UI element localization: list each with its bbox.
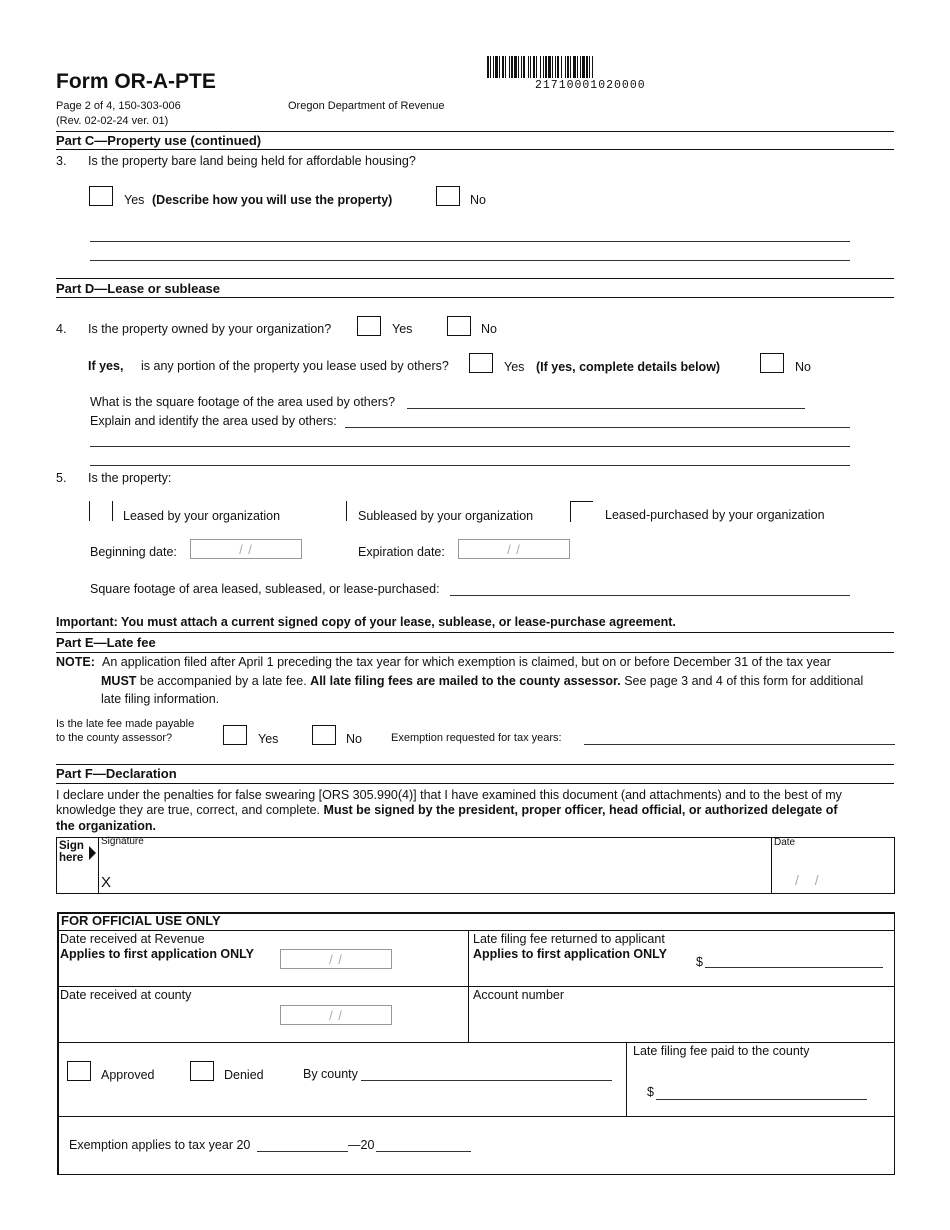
- q3-no-label: No: [470, 193, 486, 207]
- q4b-if-yes: If yes,: [88, 359, 124, 373]
- rec-revenue-label: Date received at Revenue: [60, 932, 205, 946]
- q4-yes-label: Yes: [392, 322, 413, 336]
- exemption-applies-label: Exemption applies to tax year 20: [69, 1138, 251, 1152]
- late-paid-label: Late filing fee paid to the county: [633, 1044, 810, 1058]
- expiration-date-field[interactable]: / /: [458, 539, 570, 559]
- subleased-label: Subleased by your organization: [358, 509, 534, 523]
- divider: [57, 1042, 894, 1043]
- sqft-leased-label: Square footage of area leased, subleased, or lease-purchased:: [90, 582, 440, 596]
- late-returned-dollar: $: [696, 955, 703, 969]
- note-line-1: An application filed after April 1 preceding the tax year for which exemption is claimed, but on or before December 31 of the tax year: [102, 655, 831, 669]
- explain-field[interactable]: [345, 427, 850, 428]
- payable-no-checkbox[interactable]: [312, 725, 336, 745]
- signature-label: Signature: [101, 836, 144, 847]
- divider: [771, 837, 772, 893]
- note-line-2c: See page 3 and 4 of this form for additional: [624, 674, 864, 688]
- account-number-label: Account number: [473, 988, 565, 1002]
- barcode-number: 21710001020000: [535, 79, 646, 92]
- q3-yes-checkbox[interactable]: [89, 186, 113, 206]
- expiration-date-label: Expiration date:: [358, 545, 445, 559]
- form-title: Form OR-A-PTE: [56, 70, 216, 93]
- q3-no-checkbox[interactable]: [436, 186, 460, 206]
- divider: [626, 1042, 627, 1116]
- rec-county-label: Date received at county: [60, 988, 192, 1002]
- note-must: MUST: [101, 674, 137, 688]
- leased-checkbox[interactable]: [89, 501, 113, 521]
- account-number-field[interactable]: [472, 1004, 890, 1040]
- explain-label: Explain and identify the area used by others:: [90, 414, 337, 428]
- exemption-years-field[interactable]: [584, 744, 895, 745]
- divider: [56, 652, 894, 653]
- divider: [56, 278, 894, 279]
- declaration-line-3: the organization.: [56, 819, 156, 833]
- divider: [56, 149, 894, 150]
- divider: [98, 837, 99, 893]
- agency-name: Oregon Department of Revenue: [288, 100, 445, 112]
- divider: [56, 764, 894, 765]
- arrow-right-icon: [88, 846, 97, 860]
- sqft-leased-field[interactable]: [450, 595, 850, 596]
- part-d-title: Part D—Lease or sublease: [56, 281, 221, 296]
- official-use-title: FOR OFFICIAL USE ONLY: [61, 913, 221, 928]
- lease-purchased-label: Leased-purchased by your organization: [605, 508, 825, 522]
- q3-number: 3.: [56, 154, 67, 168]
- late-returned-field[interactable]: [705, 967, 883, 968]
- note-label: NOTE:: [56, 655, 95, 669]
- subleased-checkbox[interactable]: [346, 501, 348, 521]
- sign-date-field[interactable]: / /: [795, 872, 825, 888]
- q4b-yes-checkbox[interactable]: [469, 353, 493, 373]
- beginning-date-field[interactable]: / /: [190, 539, 302, 559]
- approved-checkbox[interactable]: [67, 1061, 91, 1081]
- sign-date-label: Date: [774, 837, 796, 848]
- declaration-line-2: [56, 803, 838, 817]
- q4b-question: is any portion of the property you lease used by others?: [141, 359, 449, 373]
- payable-yes-checkbox[interactable]: [223, 725, 247, 745]
- part-c-title: Part C—Property use (continued): [56, 133, 262, 148]
- q4b-yes-label: Yes: [504, 360, 525, 374]
- declaration-line-2a: knowledge they are true, correct, and complete.: [56, 803, 321, 817]
- by-county-field[interactable]: [361, 1080, 612, 1081]
- declaration-line-1: I declare under the penalties for false swearing [ORS 305.990(4)] that I have examined this document (and attachments) and to the best of my: [56, 788, 842, 802]
- important-note: Important: You must attach a current signed copy of your lease, sublease, or lease-purchase agreement.: [56, 615, 676, 629]
- late-paid-dollar: $: [647, 1085, 654, 1099]
- q4-question: Is the property owned by your organization?: [88, 322, 332, 336]
- leased-label: Leased by your organization: [123, 509, 281, 523]
- lease-purchased-checkbox[interactable]: [570, 501, 593, 522]
- q4-no-checkbox[interactable]: [447, 316, 471, 336]
- exemption-years-label: Exemption requested for tax years:: [391, 732, 562, 744]
- exemption-dash-label: —20: [348, 1138, 375, 1152]
- explain-field-line[interactable]: [90, 465, 850, 466]
- revision-info: (Rev. 02-02-24 ver. 01): [56, 115, 169, 127]
- q5-question: Is the property:: [88, 471, 172, 485]
- payable-yes-label: Yes: [258, 732, 279, 746]
- sqft-others-field[interactable]: [407, 408, 805, 409]
- barcode: [487, 56, 699, 78]
- q4b-no-checkbox[interactable]: [760, 353, 784, 373]
- payable-no-label: No: [346, 732, 362, 746]
- divider: [57, 986, 894, 987]
- declaration-line-2b: Must be signed by the president, proper officer, head official, or authorized delegate of: [323, 803, 838, 817]
- signature-field[interactable]: [112, 850, 767, 890]
- divider: [56, 297, 894, 298]
- q4b-no-label: No: [795, 360, 811, 374]
- divider: [57, 1116, 894, 1117]
- q3-description-line[interactable]: [90, 241, 850, 242]
- sign-here-label: Sign here: [59, 840, 84, 864]
- part-f-title: Part F—Declaration: [56, 766, 177, 781]
- divider: [56, 131, 894, 132]
- q4-no-label: No: [481, 322, 497, 336]
- sqft-others-label: What is the square footage of the area used by others?: [90, 395, 396, 409]
- late-returned-applies: Applies to first application ONLY: [473, 947, 668, 961]
- divider: [57, 930, 894, 931]
- late-paid-field[interactable]: [656, 1099, 867, 1100]
- q3-question: Is the property bare land being held for affordable housing?: [88, 154, 416, 168]
- divider: [56, 632, 894, 633]
- payable-question-2: to the county assessor?: [56, 732, 173, 744]
- note-line-3: late filing information.: [101, 692, 220, 706]
- page-info: Page 2 of 4, 150-303-006: [56, 100, 181, 112]
- q4-number: 4.: [56, 322, 67, 336]
- q3-yes-label: Yes: [124, 193, 145, 207]
- late-returned-label: Late filing fee returned to applicant: [473, 932, 665, 946]
- explain-field-line[interactable]: [90, 446, 850, 447]
- note-line-2: [101, 674, 863, 688]
- signature-x: X: [101, 874, 112, 891]
- denied-checkbox[interactable]: [190, 1061, 214, 1081]
- q5-number: 5.: [56, 471, 67, 485]
- note-line-2a: be accompanied by a late fee.: [139, 674, 307, 688]
- part-e-title: Part E—Late fee: [56, 635, 156, 650]
- payable-question-1: Is the late fee made payable: [56, 718, 195, 730]
- exemption-to-year-field[interactable]: [376, 1151, 471, 1152]
- rec-revenue-applies: Applies to first application ONLY: [60, 947, 255, 961]
- rec-revenue-date-field[interactable]: / /: [280, 949, 392, 969]
- q4b-note: (If yes, complete details below): [536, 360, 721, 374]
- denied-label: Denied: [224, 1068, 264, 1082]
- q3-description-line[interactable]: [90, 260, 850, 261]
- q4-yes-checkbox[interactable]: [357, 316, 381, 336]
- exemption-from-year-field[interactable]: [257, 1151, 348, 1152]
- beginning-date-label: Beginning date:: [90, 545, 177, 559]
- note-line-2b: All late filing fees are mailed to the county assessor.: [310, 674, 621, 688]
- divider: [56, 783, 894, 784]
- q3-yes-note: (Describe how you will use the property): [152, 193, 393, 207]
- rec-county-date-field[interactable]: / /: [280, 1005, 392, 1025]
- by-county-label: By county: [303, 1067, 358, 1081]
- approved-label: Approved: [101, 1068, 155, 1082]
